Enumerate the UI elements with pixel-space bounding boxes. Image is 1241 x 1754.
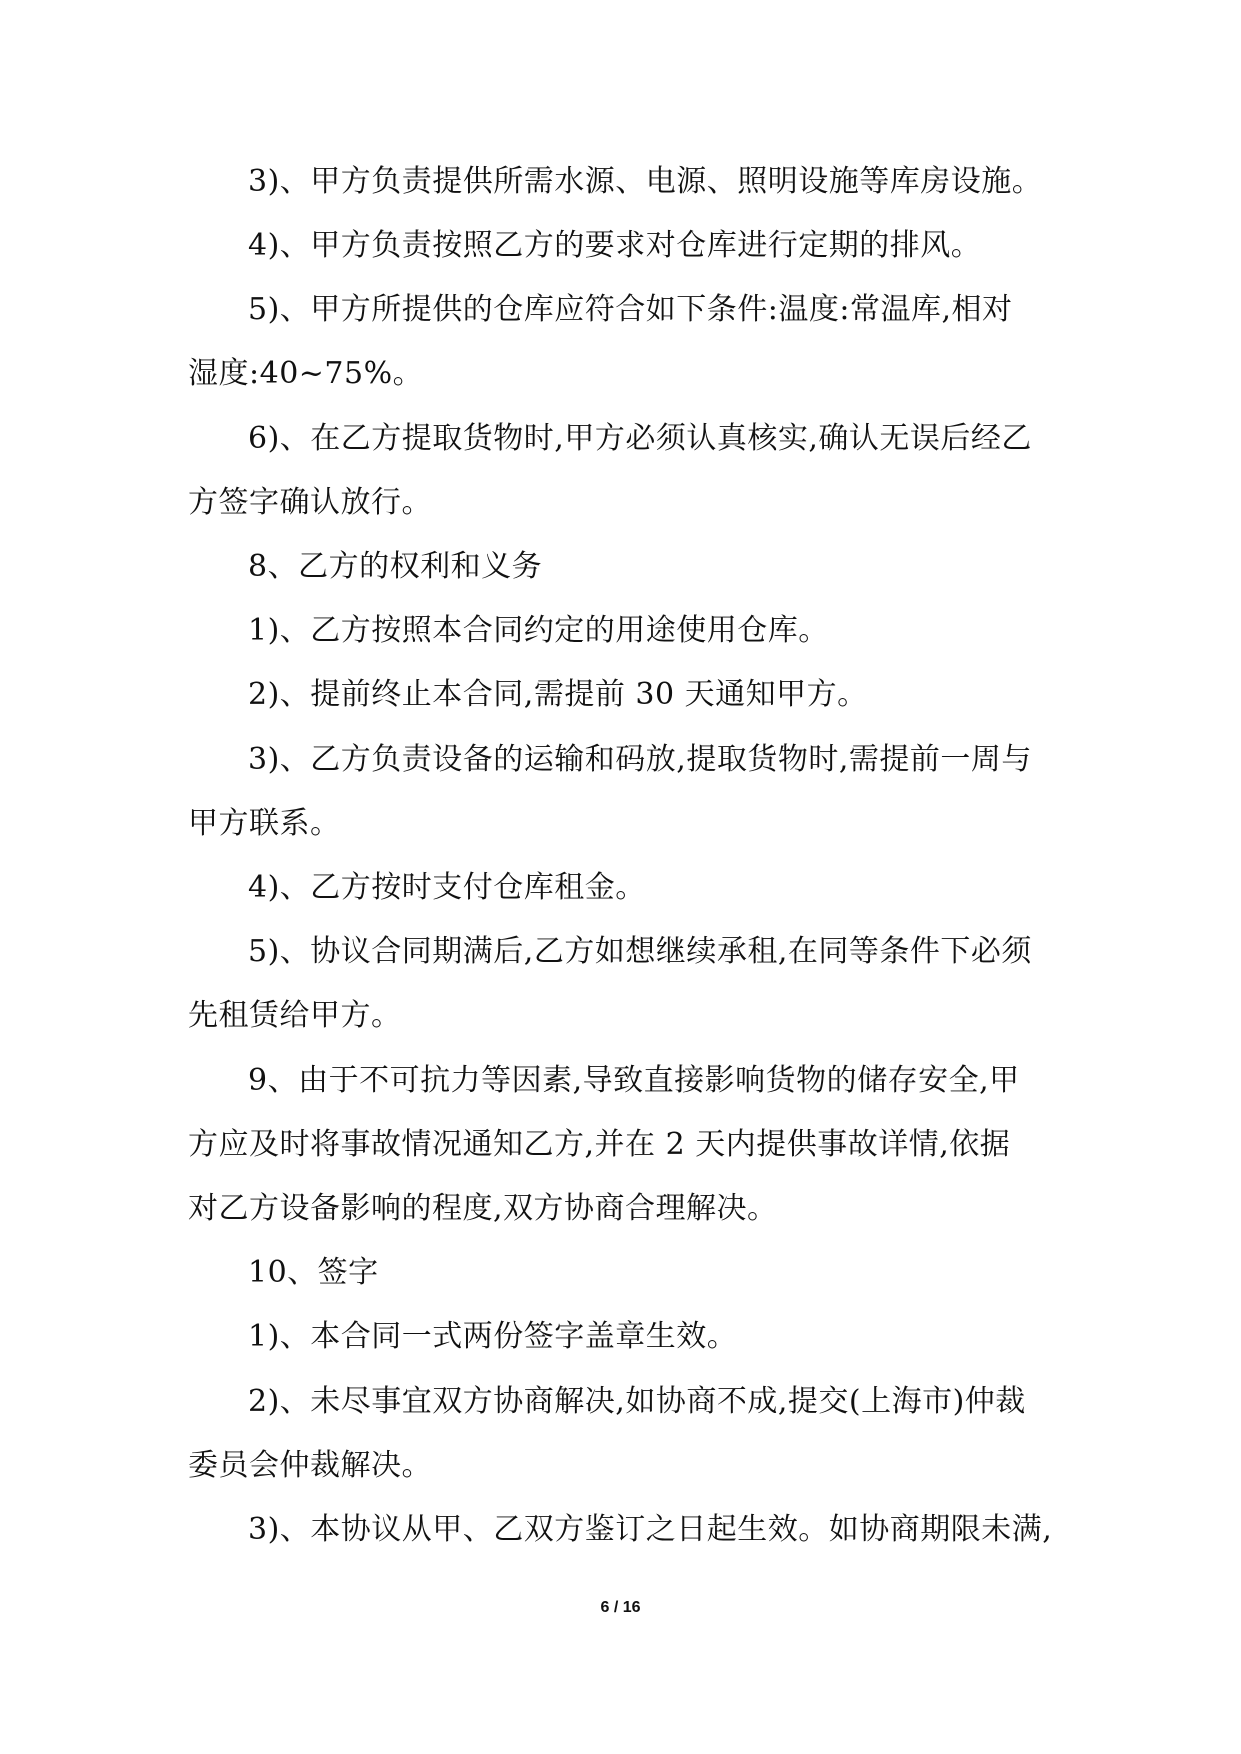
paragraph-line: 2)、未尽事宜双方协商解决,如协商不成,提交(上海市)仲裁 (248, 1384, 1026, 1419)
page-number: 6 / 16 (600, 1599, 641, 1616)
paragraph-line: 2)、提前终止本合同,需提前 30 天通知甲方。 (248, 677, 868, 712)
section-heading: 10、签字 (248, 1255, 379, 1290)
paragraph-line: 先租赁给甲方。 (188, 998, 402, 1033)
paragraph-line: 方签字确认放行。 (188, 485, 432, 520)
paragraph-line: 4)、乙方按时支付仓库租金。 (248, 870, 646, 905)
paragraph-line: 方应及时将事故情况通知乙方,并在 2 天内提供事故详情,依据 (188, 1127, 1011, 1162)
paragraph-line: 4)、甲方负责按照乙方的要求对仓库进行定期的排风。 (248, 228, 982, 263)
paragraph-line: 湿度:40~75%。 (188, 356, 424, 391)
section-heading: 9、由于不可抗力等因素,导致直接影响货物的储存安全,甲 (248, 1063, 1020, 1098)
paragraph-line: 5)、协议合同期满后,乙方如想继续承租,在同等条件下必须 (248, 934, 1032, 969)
paragraph-line: 1)、本合同一式两份签字盖章生效。 (248, 1319, 738, 1354)
paragraph-line: 委员会仲裁解决。 (188, 1448, 432, 1483)
paragraph-line: 3)、本协议从甲、乙双方鉴订之日起生效。如协商期限未满, (248, 1512, 1053, 1547)
paragraph-line: 3)、甲方负责提供所需水源、电源、照明设施等库房设施。 (248, 164, 1043, 199)
paragraph-line: 甲方联系。 (188, 806, 341, 841)
paragraph-line: 3)、乙方负责设备的运输和码放,提取货物时,需提前一周与 (248, 742, 1032, 777)
section-heading: 8、乙方的权利和义务 (248, 549, 543, 584)
paragraph-line: 对乙方设备影响的程度,双方协商合理解决。 (188, 1191, 778, 1226)
paragraph-line: 5)、甲方所提供的仓库应符合如下条件:温度:常温库,相对 (248, 292, 1013, 327)
paragraph-line: 1)、乙方按照本合同约定的用途使用仓库。 (248, 613, 829, 648)
paragraph-line: 6)、在乙方提取货物时,甲方必须认真核实,确认无误后经乙 (248, 421, 1032, 456)
